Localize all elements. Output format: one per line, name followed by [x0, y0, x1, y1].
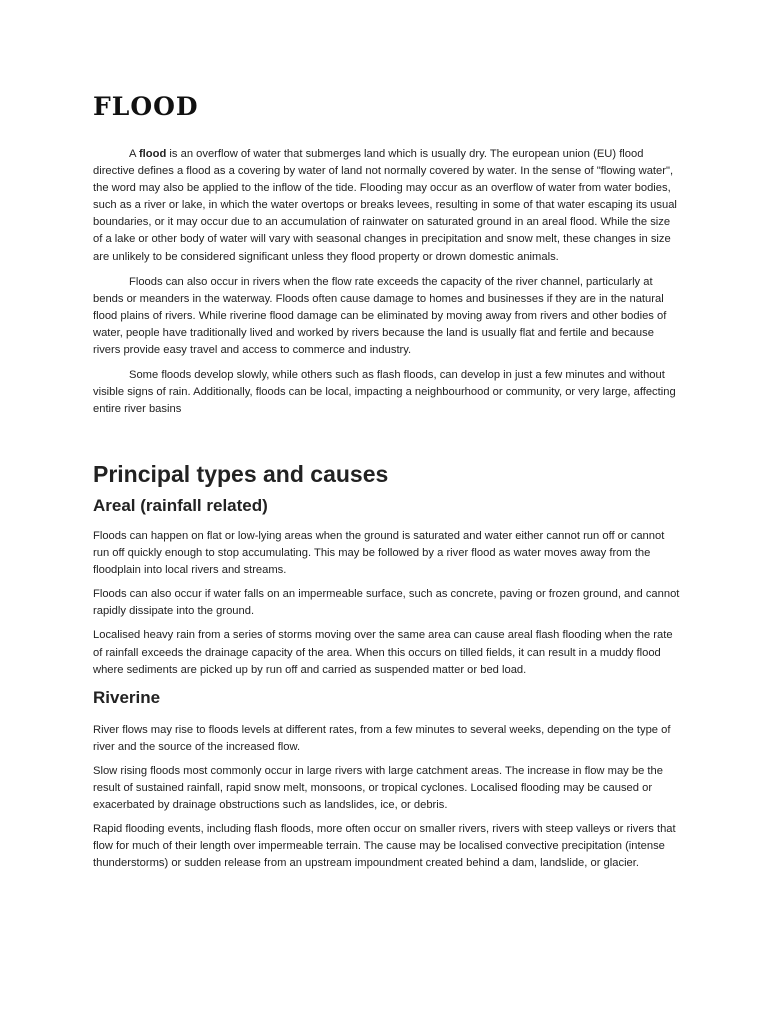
- riverine-paragraph-1: River flows may rise to floods levels at different rates, from a few minutes to several weeks, depending on the type of river and the source of the increased flow.: [93, 723, 671, 753]
- document-title: FLOOD: [93, 92, 199, 121]
- intro-paragraph-1: [93, 146, 681, 266]
- areal-paragraph-2: Floods can also occur if water falls on an impermeable surface, such as concrete, paving or frozen ground, and cannot rapidly dissipate into the ground.: [93, 588, 680, 618]
- intro-section: [93, 146, 681, 426]
- riverine-heading: Riverine: [93, 687, 161, 707]
- riverine-paragraph-2: Slow rising floods most commonly occur in large rivers with large catchment areas. The increase in flow may be the result of sustained rainfall, rapid snow melt, monsoons, or tropical cyclones. Localised flooding may be caused or exacerbated by drainage obstructions such as landslides, ice, or debris.: [93, 764, 663, 812]
- section-heading: Principal types and causes: [93, 461, 389, 487]
- intro-paragraph-3: Some floods develop slowly, while others such as flash floods, can develop in just a few minutes and without visible signs of rain. Additionally, floods can be local, impacting a neighbourhood or community, or very large, affecting entire river basins: [93, 369, 676, 416]
- intro-paragraph-1-before: A: [129, 148, 139, 160]
- areal-paragraph-1: Floods can happen on flat or low-lying areas when the ground is saturated and water either cannot run off or cannot run off quickly enough to stop accumulating. This may be followed by a river flood as water moves away from the floodplain into local rivers and streams.: [93, 530, 665, 577]
- flood-term: flood: [138, 148, 167, 160]
- riverine-paragraph-3: Rapid flooding events, including flash floods, more often occur on smaller rivers, rivers with steep valleys or rivers that flow for much of their length over impermeable terrain. The cause may be localised convective precipitation (intense thunderstorms) or sudden release from an upstream impoundment created behind a dam, landslide, or glacier.: [93, 823, 676, 870]
- intro-paragraph-2: Floods can also occur in rivers when the flow rate exceeds the capacity of the river channel, particularly at bends or meanders in the waterway. Floods often cause damage to homes and businesses if they are in the natural flood plains of rivers. While riverine flood damage can be eliminated by moving away from rivers and other bodies of water, people have traditionally lived and worked by rivers because the land is usually flat and fertile and because rivers provide easy travel and access to commerce and industry.: [93, 275, 667, 357]
- intro-paragraph-1-after: is an overflow of water that submerges land which is usually dry. The european union (EU) flood directive defines a flood as a covering by water of land not normally covered by water. In the sense of "flowing water", the word may also be applied to the inflow of the tide. Flooding may occur as an overflow of water from water bodies, such as a river or lake, in which the water overtops or breaks levees, resulting in some of that water escaping its usual boundaries, or it may occur due to an accumulation of rainwater on saturated ground in an areal flood. While the size of a lake or other body of water will vary with seasonal changes in precipitation and snow melt, these changes in size are unlikely to be considered significant unless they flood property or drown domestic animals.: [93, 148, 677, 263]
- areal-paragraph-3: Localised heavy rain from a series of storms moving over the same area can cause areal flash flooding when the rate of rainfall exceeds the drainage capacity of the area. When this occurs on tilled fields, it can result in a muddy flood where sediments are picked up by run off and carried as suspended matter or bed load.: [93, 629, 673, 676]
- principal-types-section: [93, 458, 681, 880]
- areal-heading: Areal (rainfall related): [93, 496, 268, 515]
